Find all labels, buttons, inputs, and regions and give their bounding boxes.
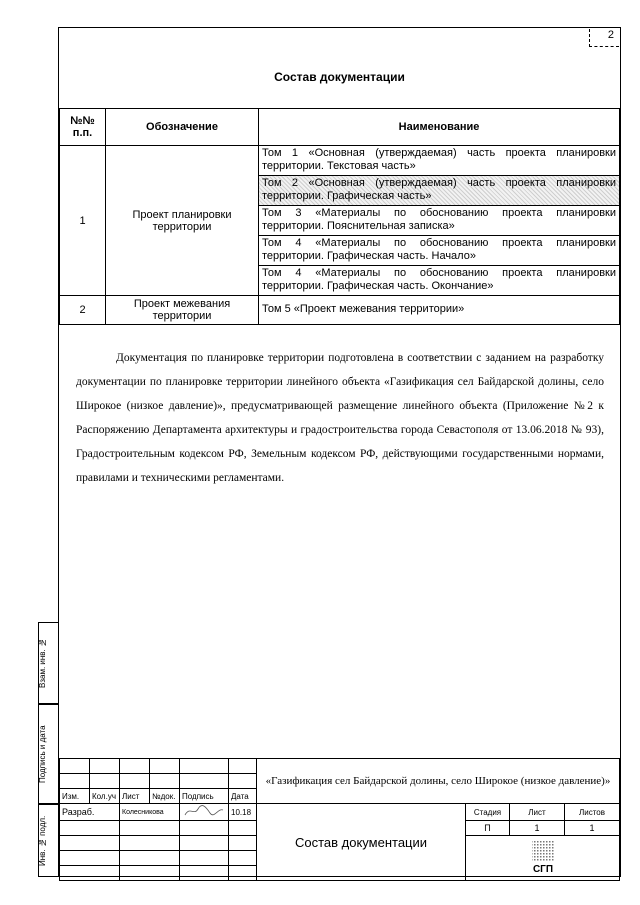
title-block	[59, 758, 620, 881]
col-header: №док.	[150, 789, 180, 804]
table-row	[60, 296, 620, 325]
volume-item: Том 4 «Материалы по обоснованию проекта планировки территории. Графическая часть. Окончание»	[259, 266, 620, 296]
row-designation: Проект планировки территории	[106, 146, 259, 296]
header-designation: Обозначение	[106, 109, 259, 146]
header-name: Наименование	[259, 109, 620, 146]
volume-item: Том 4 «Материалы по обоснованию проекта планировки территории. Графическая часть. Начало»	[259, 236, 620, 266]
page-number: 2	[589, 29, 619, 47]
col-header: Лист	[120, 789, 150, 804]
volume-item: Том 5 «Проект межевания территории»	[259, 296, 620, 325]
project-name: «Газификация сел Байдарской долины, село Широкое (низкое давление)»	[257, 759, 620, 804]
page-title: Состав документации	[274, 70, 405, 84]
volume-item: Том 3 «Материалы по обоснованию проекта планировки территории. Пояснительная записка»	[259, 206, 620, 236]
volume-item: Том 1 «Основная (утверждаемая) часть проекта планировки территории. Текстовая часть»	[259, 146, 620, 176]
header-num: №№ п.п.	[60, 109, 106, 146]
sidebar-label-inv: Инв. № подл.	[38, 815, 47, 866]
sidebar-label-vzam: Взам. инв. №	[38, 638, 47, 688]
stage-label: Стадия	[466, 804, 510, 821]
sheets-value: 1	[565, 821, 620, 836]
row-num: 2	[60, 296, 106, 325]
body-paragraph	[76, 346, 604, 490]
col-header: Изм.	[60, 789, 90, 804]
volume-item: Том 2 «Основная (утверждаемая) часть проекта планировки территории. Графическая часть»	[259, 176, 620, 206]
row-designation: Проект межевания территории	[106, 296, 259, 325]
col-header: Кол.уч	[90, 789, 120, 804]
logo-icon	[528, 841, 558, 875]
developer-name: Колесникова	[120, 804, 180, 821]
sheets-label: Листов	[565, 804, 620, 821]
stage-value: П	[466, 821, 510, 836]
date-cell: 10.18	[229, 804, 257, 821]
logo-text: СГП	[532, 864, 553, 875]
table-row	[60, 146, 620, 176]
sheet-value: 1	[510, 821, 565, 836]
paragraph-text: Документация по планировке территории подготовлена в соответствии с заданием на разработку документации по планировке территории линейного объекта «Газификация сел Байдарской долины, село Широкое (низкое давление)», предусматривающей размещение линейного объекта (Приложение №2 к Распоряжению Департамента архитектуры и градостроительства города Севастополя от 13.06.2018 № 93), Градостроительным кодексом РФ, Земельным кодексом РФ, действующими государственными нормами, правилами и техническими регламентами.	[76, 352, 604, 484]
signature-mark	[182, 804, 226, 818]
sidebar-label-podpis: Подпись и дата	[38, 725, 47, 783]
logo-cell	[466, 836, 620, 881]
col-header: Подпись	[180, 789, 229, 804]
sheet-label: Лист	[510, 804, 565, 821]
table-header-row	[60, 109, 620, 146]
row-num: 1	[60, 146, 106, 296]
composition-table	[59, 108, 620, 325]
company-logo	[528, 841, 558, 875]
role-label: Разраб.	[60, 804, 120, 821]
col-header: Дата	[229, 789, 257, 804]
doc-title: Состав документации	[257, 804, 466, 881]
signature	[180, 804, 229, 821]
